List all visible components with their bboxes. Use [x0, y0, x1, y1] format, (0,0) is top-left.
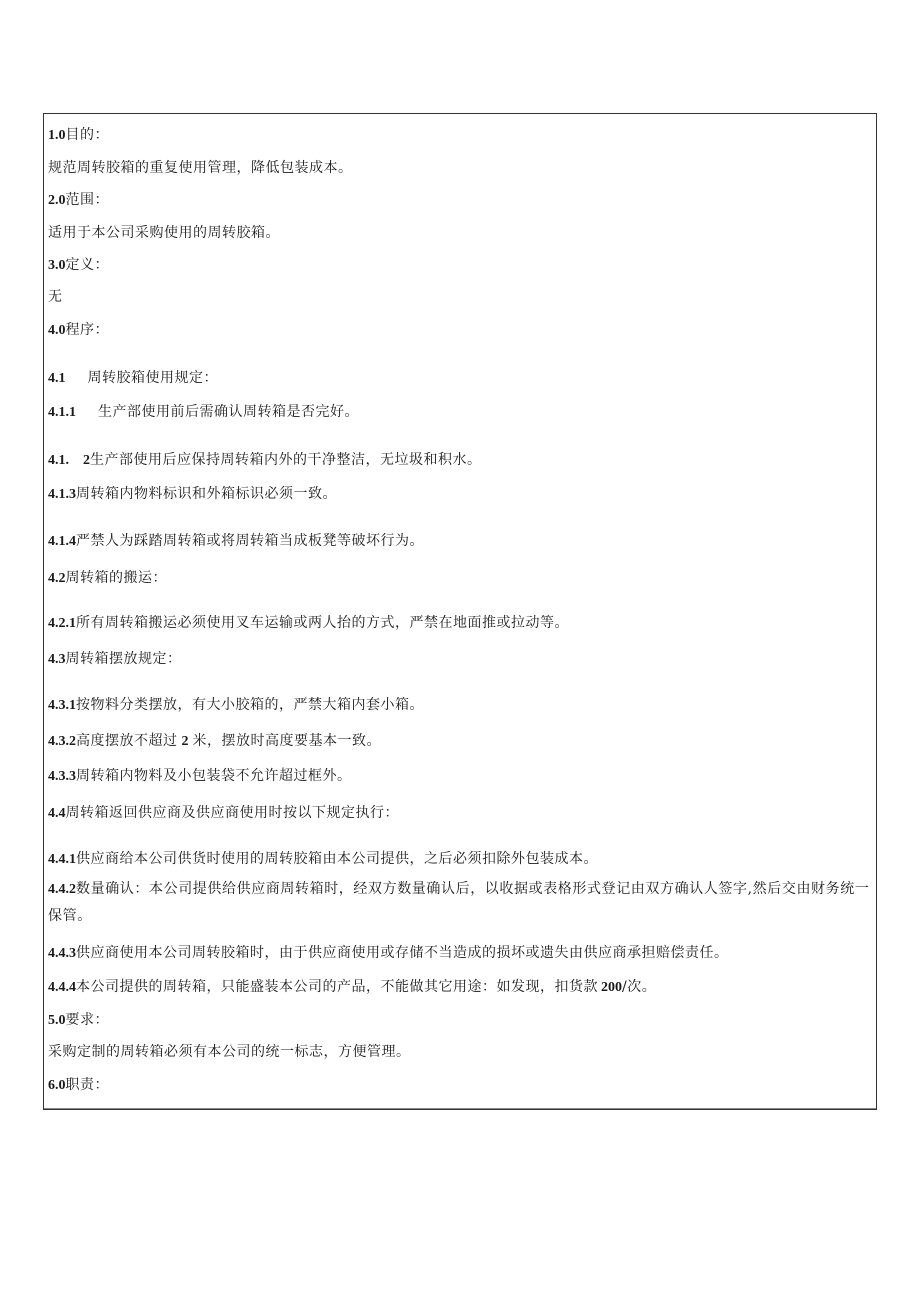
section-4-3-heading [48, 650, 870, 669]
section-text: 按物料分类摆放，有大小胶箱的，严禁大箱内套小箱。 [76, 697, 424, 713]
section-6-0-heading [48, 1076, 870, 1095]
section-4-3-1 [48, 696, 870, 715]
section-title: 职责： [65, 1077, 109, 1093]
section-number: 4.4 [48, 806, 66, 821]
section-4-3-2 [48, 732, 870, 751]
deduction-amount: 200 [601, 980, 622, 995]
section-text-cont: 米，摆放时高度要基本一致。 [192, 733, 381, 749]
section-2-0-body [48, 224, 870, 242]
section-number: 4.4.3 [48, 946, 76, 961]
section-number: 6.0 [48, 1078, 66, 1093]
document-frame [43, 113, 877, 1110]
section-text: 采购定制的周转箱必须有本公司的统一标志，方便管理。 [48, 1044, 411, 1060]
section-title: 周转箱返回供应商及供应商使用时按以下规定执行： [65, 805, 399, 821]
section-number: 2.0 [48, 193, 66, 208]
section-number: 4.4.2 [48, 882, 76, 897]
section-text: 无 [48, 289, 63, 305]
section-text: 所有周转箱搬运必须使用叉车运输或两人抬的方式，严禁在地面推或拉动等。 [76, 615, 569, 631]
section-number: 4.3.2 [48, 734, 76, 749]
section-title: 周转胶箱使用规定： [87, 370, 218, 386]
section-4-1-1 [48, 403, 870, 422]
section-5-0-heading [48, 1011, 870, 1030]
section-text: 适用于本公司采购使用的周转胶箱。 [48, 225, 280, 241]
section-number: 4.1.4 [48, 534, 76, 549]
section-4-4-2 [48, 876, 870, 929]
height-limit-value: 2 [181, 734, 189, 749]
section-text: 高度摆放不超过 [76, 733, 178, 749]
section-number: 4.3.3 [48, 769, 76, 784]
section-text: 周转箱内物料标识和外箱标识必须一致。 [76, 486, 337, 502]
section-text: 本公司提供的周转箱，只能盛装本公司的产品，不能做其它用途：如发现，扣货款 [76, 979, 598, 995]
section-4-2-1 [48, 614, 870, 633]
section-number: 4.3 [48, 652, 66, 667]
section-number: 4.4.1 [48, 852, 76, 867]
section-4-4-4 [48, 978, 870, 997]
section-number: 4.3.1 [48, 698, 76, 713]
section-text: 数量确认：本公司提供给供应商周转箱时，经双方数量确认后，以收据或表格形式登记由双方确认人签字,然后交由财务统一保管。 [48, 881, 870, 924]
section-text: 生产部使用前后需确认周转箱是否完好。 [98, 404, 359, 420]
section-text-cont: /次。 [622, 979, 657, 995]
section-number: 4.1.1 [48, 405, 76, 420]
section-3-0-body [48, 288, 870, 306]
section-number: 5.0 [48, 1013, 66, 1028]
section-title: 周转箱摆放规定： [65, 651, 182, 667]
section-number: 4.1 [48, 371, 66, 386]
section-number: 4.1.3 [48, 487, 76, 502]
section-title: 程序： [65, 322, 109, 338]
section-number: 4.2 [48, 571, 66, 586]
section-title: 定义： [65, 257, 109, 273]
section-text: 供应商给本公司供货时使用的周转胶箱由本公司提供，之后必须扣除外包装成本。 [76, 851, 598, 867]
section-4-0-heading [48, 321, 870, 340]
section-text: 周转箱内物料及小包装袋不允许超过框外。 [76, 768, 352, 784]
section-4-1-2 [48, 451, 870, 470]
section-3-0-heading [48, 256, 870, 275]
section-4-4-heading [48, 804, 870, 823]
section-number: 4.4.4 [48, 980, 76, 995]
section-5-0-body [48, 1043, 870, 1061]
section-4-4-1 [48, 850, 870, 869]
section-4-3-3 [48, 767, 870, 786]
section-text: 生产部使用后应保持周转箱内外的干净整洁，无垃圾和积水。 [90, 452, 482, 468]
section-number: 4.2.1 [48, 616, 76, 631]
section-title: 目的： [65, 127, 109, 143]
section-4-1-heading [48, 369, 870, 388]
bottom-rule [44, 1108, 876, 1109]
section-1-0-heading [48, 126, 870, 145]
section-number: 1.0 [48, 128, 66, 143]
section-number: 3.0 [48, 258, 66, 273]
section-4-1-3 [48, 485, 870, 504]
section-text: 规范周转胶箱的重复使用管理，降低包装成本。 [48, 160, 353, 176]
section-title: 范围： [65, 192, 109, 208]
section-text: 供应商使用本公司周转胶箱时，由于供应商使用或存储不当造成的损坏或遗失由供应商承担赔偿责任。 [76, 945, 729, 961]
section-4-2-heading [48, 569, 870, 588]
section-title: 要求： [65, 1012, 109, 1028]
section-text: 严禁人为踩踏周转箱或将周转箱当成板凳等破坏行为。 [76, 533, 424, 549]
section-number-suffix: 2 [83, 453, 90, 468]
section-number: 4.1. [48, 453, 69, 468]
section-title: 周转箱的搬运： [65, 570, 167, 586]
section-number: 4.0 [48, 323, 66, 338]
section-4-4-3 [48, 944, 870, 963]
section-4-1-4 [48, 532, 870, 551]
section-1-0-body [48, 159, 870, 177]
section-2-0-heading [48, 191, 870, 210]
